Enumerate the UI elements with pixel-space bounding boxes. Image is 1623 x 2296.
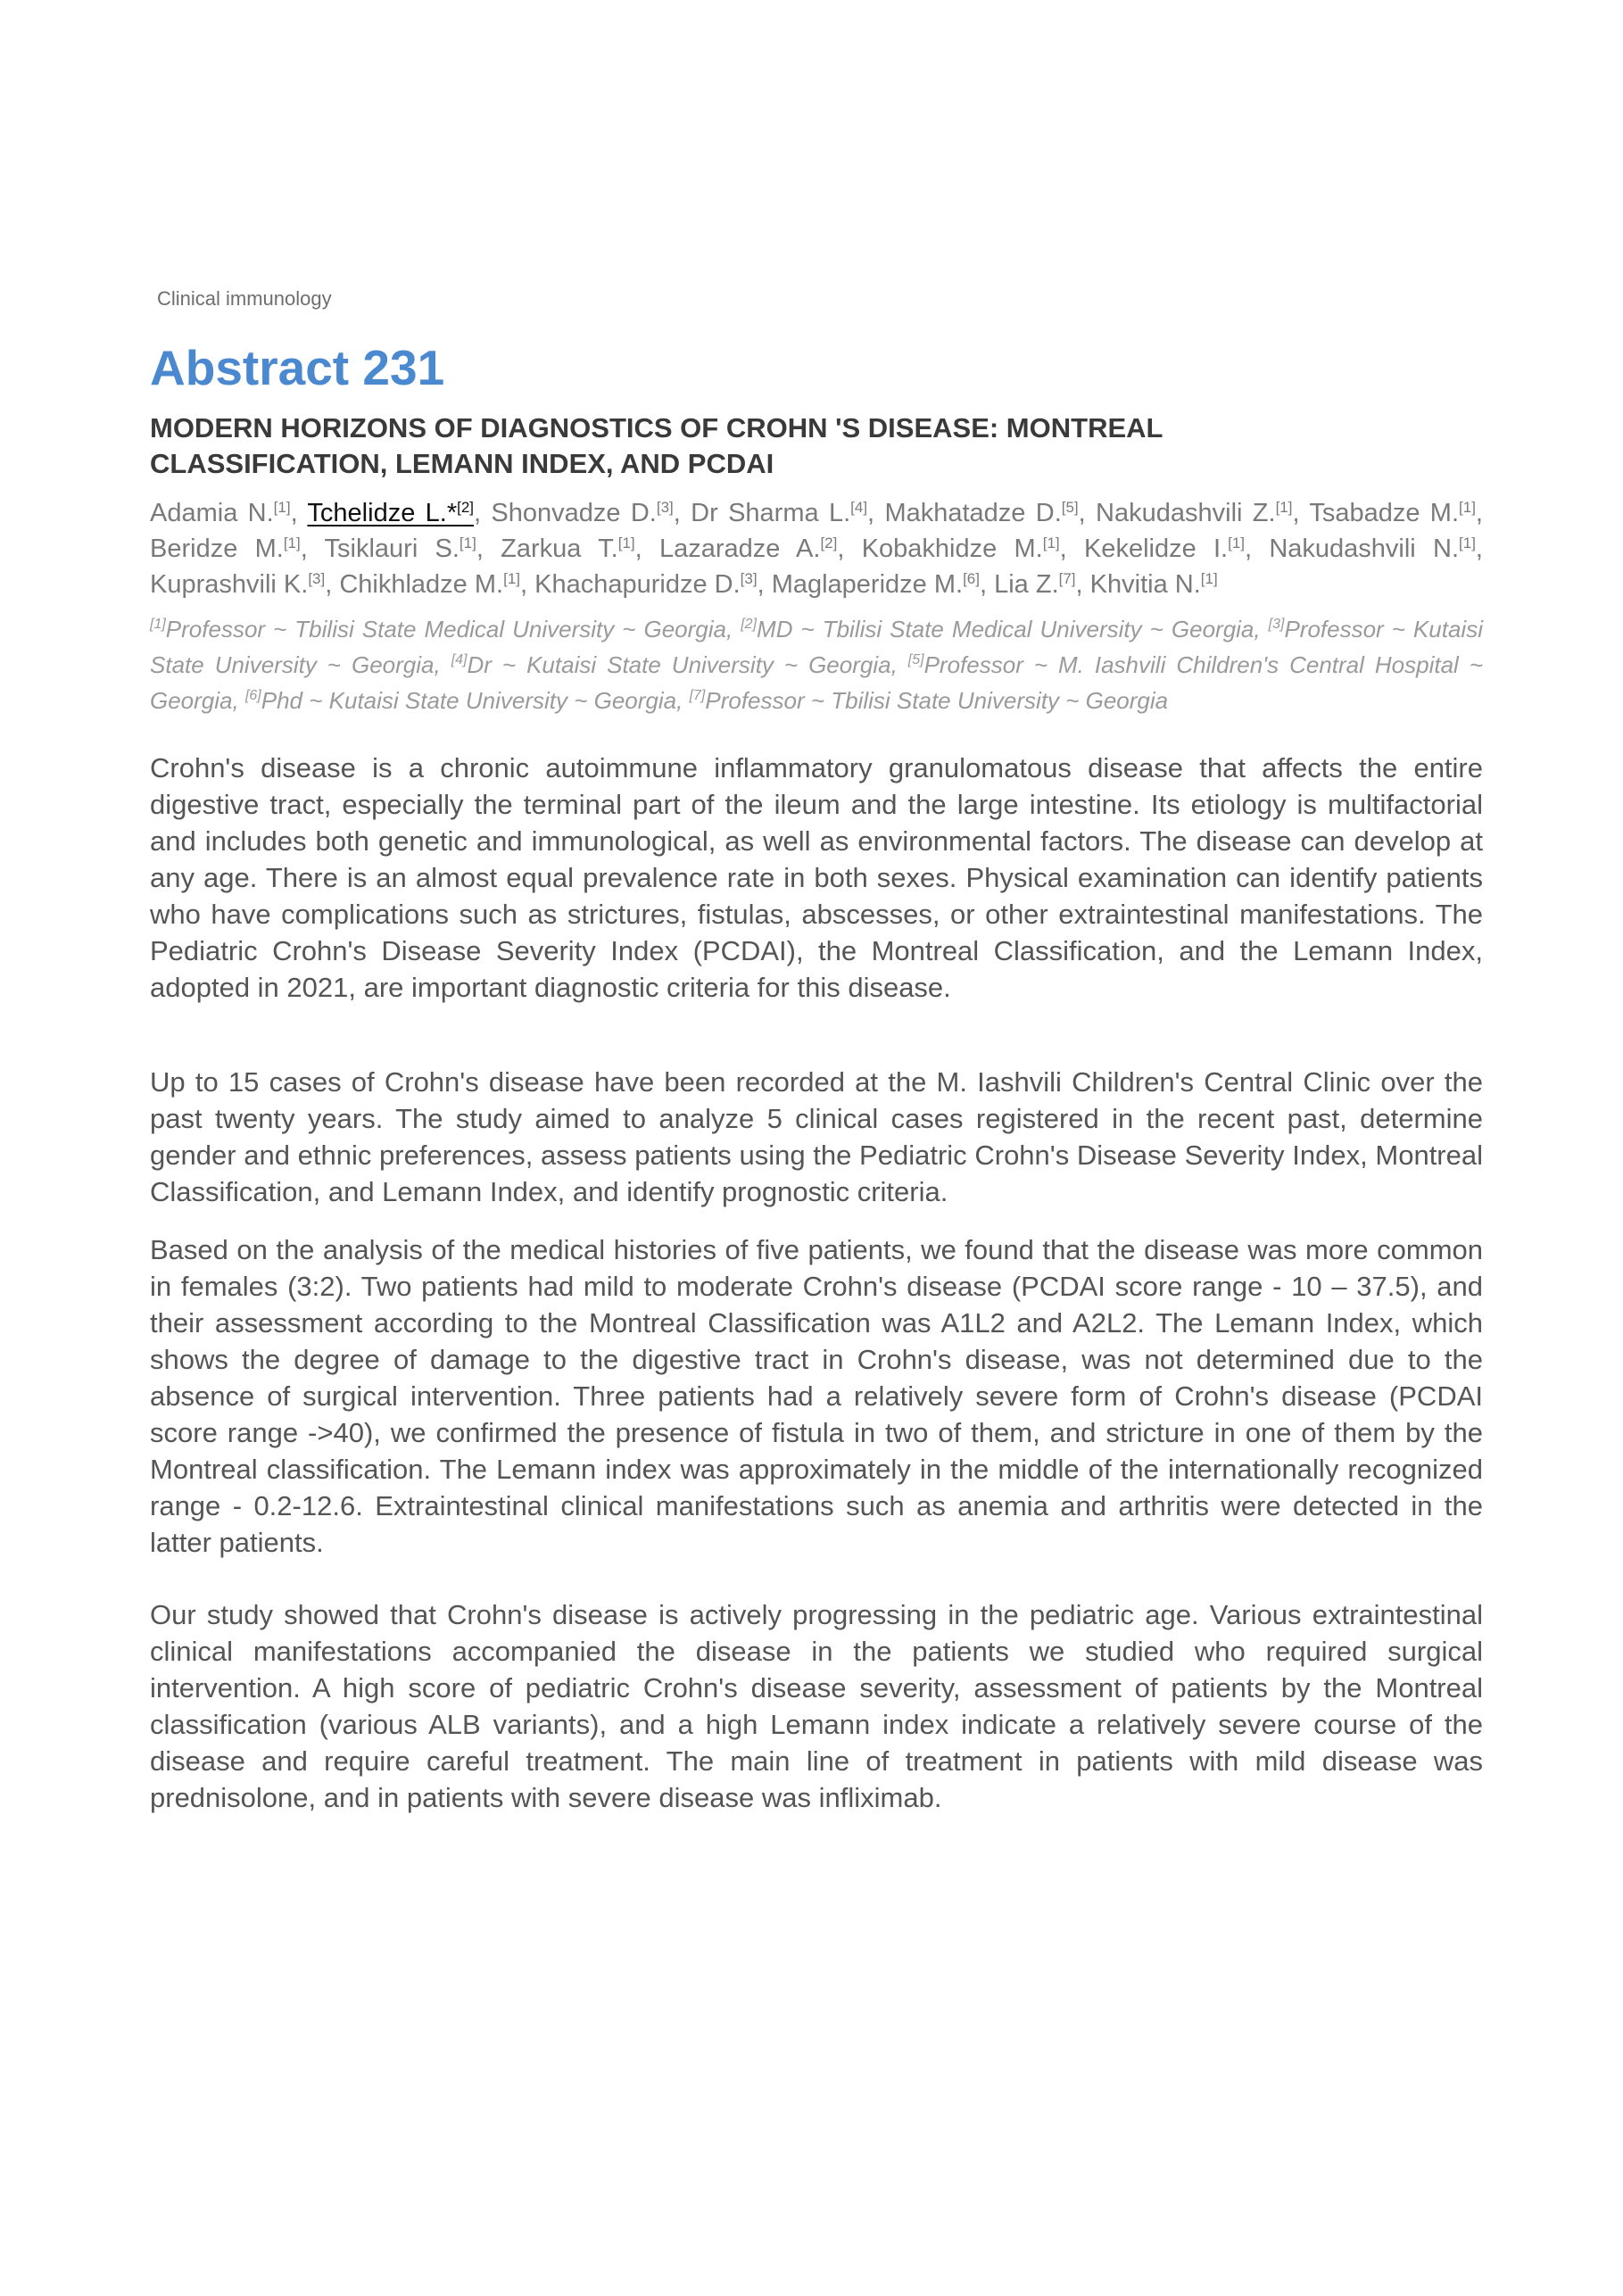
affiliation-number: [4] bbox=[451, 652, 468, 667]
affiliation-marker: [3] bbox=[740, 570, 758, 587]
affiliation-marker: [1] bbox=[617, 535, 635, 551]
affiliation-marker: [1] bbox=[1459, 535, 1476, 551]
abstract-paragraph-background: Crohn's disease is a chronic autoimmune inflammatory granulomatous disease that affects the entire digestive tract, especially the terminal part of the ileum and the large intestine. Its etiology is multifactorial and includes both genetic and immunological, as well as environmental factors. The disease can develop at any age. There is an almost equal prevalence rate in both sexes. Physical examination can identify patients who have complications such as strictures, fistulas, abscesses, or other extraintestinal manifestations. The Pediatric Crohn's Disease Severity Index (PCDAI), the Montreal Classification, and the Lemann Index, adopted in 2021, are important diagnostic criteria for this disease. bbox=[150, 752, 1483, 1003]
affiliation-marker: [5] bbox=[1061, 499, 1079, 516]
paper-title: MODERN HORIZONS OF DIAGNOSTICS OF CROHN 'S DISEASE: MONTREAL CLASSIFICATION, LEMANN INDEX, AND PCDAI bbox=[150, 412, 1163, 479]
affiliation-item: [4]Dr ~ Kutaisi State University ~ Georgia bbox=[451, 651, 891, 678]
affiliation-number: [3] bbox=[1268, 617, 1285, 632]
affiliation-item: [1]Professor ~ Tbilisi State Medical University ~ Georgia bbox=[150, 616, 726, 642]
affiliation-list: [1]Professor ~ Tbilisi State Medical University ~ Georgia, [2]MD ~ Tbilisi State Medical University ~ Georgia, [3]Professor ~ Kutaisi State University ~ Georgia, [4]Dr ~ Kutaisi State University ~ Georgia, [5]Professor ~ M. Iashvili Children's Central Hospital ~ Georgia, [6]Phd ~ Kutaisi State University ~ Georgia, [7]Professor ~ Tbilisi State University ~ Georgia bbox=[150, 616, 1483, 714]
affiliation-marker: [1] bbox=[1228, 535, 1245, 551]
affiliation-marker: [1] bbox=[1459, 499, 1476, 516]
author-name: Makhatadze D.[5] bbox=[884, 499, 1079, 527]
affiliation-item: [6]Phd ~ Kutaisi State University ~ Georgia bbox=[244, 687, 677, 714]
abstract-paragraph-results: Based on the analysis of the medical histories of five patients, we found that the disease was more common in females (3:2). Two patients had mild to moderate Crohn's disease (PCDAI score range - 10 – 37.5), and their assessment according to the Montreal Classification was A1L2 and A2L2. The Lemann Index, which shows the degree of damage to the digestive tract in Crohn's disease, was not determined due to the absence of surgical intervention. Three patients had a relatively severe form of Crohn's disease (PCDAI score range ->40), we confirmed the presence of fistula in two of them, and stricture in one of them by the Montreal classification. The Lemann index was approximately in the middle of the internationally recognized range - 0.2-12.6. Extraintestinal clinical manifestations such as anemia and arthritis were detected in the latter patients. bbox=[150, 1234, 1483, 1558]
affiliation-number: [1] bbox=[150, 617, 166, 632]
author-name: Lia Z.[7] bbox=[994, 570, 1076, 599]
affiliation-number: [6] bbox=[244, 688, 261, 703]
author-name: Kuprashvili K.[3] bbox=[150, 570, 326, 599]
affiliation-marker: [1] bbox=[283, 535, 301, 551]
abstract-number-heading: Abstract 231 bbox=[150, 340, 445, 395]
abstract-paragraph-conclusion: Our study showed that Crohn's disease is actively progressing in the pediatric age. Various extraintestinal clinical manifestations accompanied the disease in the patients we studied who required surgical intervention. A high score of pediatric Crohn's disease severity, assessment of patients by the Montreal classification (various ALB variants), and a high Lemann index indicate a relatively severe course of the disease and require careful treatment. The main line of treatment in patients with mild disease was prednisolone, and in patients with severe disease was infliximab. bbox=[150, 1599, 1483, 1813]
affiliation-number: [2] bbox=[741, 617, 758, 632]
affiliation-marker: [3] bbox=[656, 499, 674, 516]
affiliation-number: [5] bbox=[907, 652, 924, 667]
abstract-paragraph-aims: Up to 15 cases of Crohn's disease have been recorded at the M. Iashvili Children's Central Clinic over the past twenty years. The study aimed to analyze 5 clinical cases registered in the recent past, determine gender and ethnic preferences, assess patients using the Pediatric Crohn's Disease Severity Index, Montreal Classification, and Lemann Index, and identify prognostic criteria. bbox=[150, 1066, 1483, 1207]
affiliation-marker: [2] bbox=[820, 535, 838, 551]
affiliation-marker: [1] bbox=[503, 570, 520, 587]
corresponding-author[interactable]: Tchelidze L.*[2] bbox=[307, 499, 475, 527]
author-name: Lazaradze A.[2] bbox=[658, 535, 838, 563]
affiliation-marker: [4] bbox=[850, 499, 868, 516]
author-name: Khvitia N.[1] bbox=[1089, 570, 1218, 599]
affiliation-marker: [1] bbox=[273, 499, 291, 516]
author-name: Kobakhidze M.[1] bbox=[861, 535, 1060, 563]
affiliation-marker: [1] bbox=[1200, 570, 1218, 587]
author-name: Zarkua T.[1] bbox=[501, 535, 635, 563]
author-name: Chikhladze M.[1] bbox=[339, 570, 520, 599]
affiliation-marker: [6] bbox=[963, 570, 980, 587]
affiliation-marker: [3] bbox=[308, 570, 326, 587]
affiliation-marker: [2] bbox=[457, 499, 475, 516]
author-name: Nakudashvili N.[1] bbox=[1269, 535, 1476, 563]
category-label: Clinical immunology bbox=[157, 287, 332, 310]
affiliation-item: [2]MD ~ Tbilisi State Medical University ~ Georgia bbox=[741, 616, 1255, 642]
affiliation-marker: [1] bbox=[1042, 535, 1060, 551]
author-name: Tsiklauri S.[1] bbox=[324, 535, 476, 563]
affiliation-marker: [1] bbox=[1275, 499, 1293, 516]
author-name: Shonvadze D.[3] bbox=[491, 499, 674, 527]
author-name: Nakudashvili Z.[1] bbox=[1096, 499, 1293, 527]
affiliation-item: [3]Professor ~ Kutaisi State University ~ Georgia bbox=[150, 616, 1483, 678]
affiliation-marker: [7] bbox=[1058, 570, 1076, 587]
affiliation-marker: [1] bbox=[459, 535, 476, 551]
author-name: Tsabadze M.[1] bbox=[1309, 499, 1476, 527]
author-list: Adamia N.[1], Tchelidze L.*[2], Shonvadze D.[3], Dr Sharma L.[4], Makhatadze D.[5], Nakudashvili Z.[1], Tsabadze M.[1], Beridze M.[1], Tsiklauri S.[1], Zarkua T.[1], Lazaradze A.[2], Kobakhidze M.[1], Kekelidze I.[1], Nakudashvili N.[1], Kuprashvili K.[3], Chikhladze M.[1], Khachapuridze D.[3], Maglaperidze M.[6], Lia Z.[7], Khvitia N.[1] bbox=[150, 499, 1483, 599]
affiliation-number: [7] bbox=[689, 688, 706, 703]
affiliation-item: [7]Professor ~ Tbilisi State University ~ Georgia bbox=[689, 687, 1169, 714]
author-name: Khachapuridze D.[3] bbox=[534, 570, 758, 599]
author-name: Beridze M.[1] bbox=[150, 535, 301, 563]
author-name: Kekelidze I.[1] bbox=[1083, 535, 1245, 563]
author-name: Dr Sharma L.[4] bbox=[691, 499, 868, 527]
author-name: Maglaperidze M.[6] bbox=[771, 570, 980, 599]
affiliation-item: [5]Professor ~ M. Iashvili Children's Central Hospital ~ Georgia bbox=[150, 651, 1483, 714]
author-name: Adamia N.[1] bbox=[150, 499, 291, 527]
